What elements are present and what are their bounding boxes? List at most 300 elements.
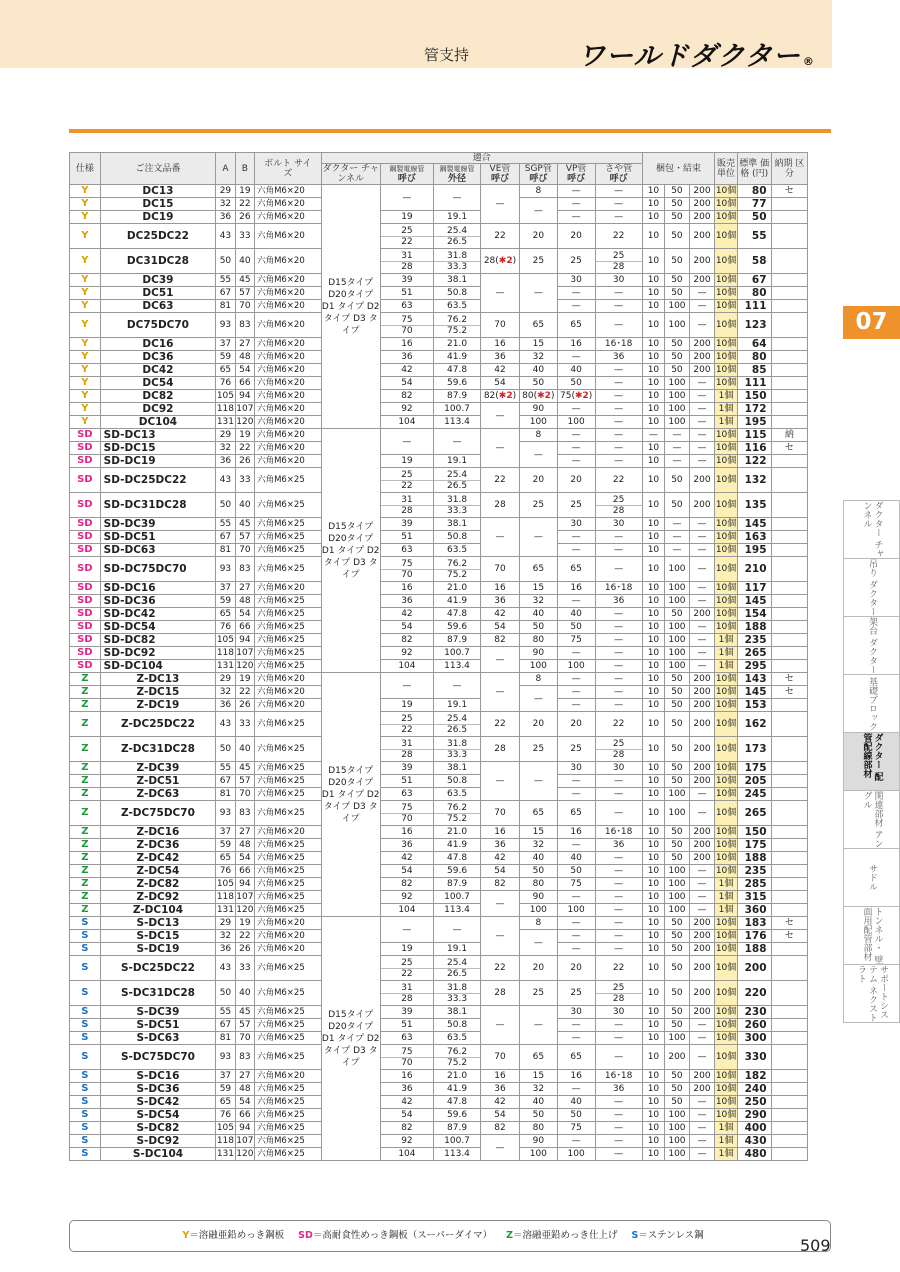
delivery-class [771, 300, 808, 313]
ve-pipe: — [481, 647, 520, 673]
bolt-size: 六角M6×25 [255, 1045, 321, 1070]
table-row[interactable] [70, 429, 832, 442]
sgp-pipe: 25 [519, 981, 557, 1006]
table-row[interactable] [70, 737, 832, 762]
bundle-qty: 50 [665, 1019, 690, 1032]
steel-od [434, 981, 481, 1006]
bolt-size: 六角M6×25 [255, 1135, 321, 1148]
table-row[interactable] [70, 801, 832, 826]
steel-od: 87.9 [434, 1122, 481, 1135]
vp-pipe: 40 [557, 608, 595, 621]
table-row[interactable] [70, 416, 832, 429]
spec-cell: Y [70, 416, 101, 429]
table-row[interactable] [70, 852, 832, 865]
steel-nominal [380, 712, 433, 737]
steel-od: 41.9 [434, 351, 481, 364]
table-row[interactable] [70, 878, 832, 891]
steel-od-part: 31.8 [434, 495, 480, 506]
saya-pipe: 30 [595, 518, 642, 531]
sales-unit: 10個 [715, 199, 737, 209]
table-row[interactable] [70, 712, 832, 737]
table-row[interactable] [70, 493, 832, 518]
bundle-qty: 50 [665, 956, 690, 981]
pack-qty: 10 [642, 1122, 664, 1135]
side-nav-label: 吊り ダクター [867, 559, 877, 616]
order-code: DC92 [100, 403, 216, 416]
bind-qty: 200 [689, 917, 715, 930]
sales-unit: 10個 [715, 622, 737, 632]
side-nav-item[interactable] [843, 558, 900, 616]
steel-od: 50.8 [434, 287, 481, 300]
bolt-size: 六角M6×25 [255, 891, 321, 904]
table-row[interactable] [70, 839, 832, 852]
dim-a: 55 [216, 1006, 235, 1019]
table-row[interactable] [70, 1096, 832, 1109]
table-row[interactable] [70, 300, 832, 313]
bind-qty: — [689, 1135, 715, 1148]
order-code: SD-DC51 [100, 531, 216, 544]
delivery-class [771, 1019, 808, 1032]
vp-pipe: — [557, 211, 595, 224]
vp-pipe: — [557, 917, 595, 930]
delivery-class [771, 455, 808, 468]
pack-qty: 10 [642, 313, 664, 338]
bundle-qty: 50 [665, 198, 690, 211]
bind-qty: — [689, 904, 715, 917]
steel-nominal-part: 28 [401, 993, 413, 1004]
steel-od: 59.6 [434, 1109, 481, 1122]
bundle-qty: 100 [665, 621, 690, 634]
standard-price: 330 [737, 1045, 771, 1070]
sales-unit: 10個 [715, 763, 737, 773]
bundle-qty: 50 [665, 686, 690, 699]
pack-qty: 10 [642, 634, 664, 647]
bundle-qty: 100 [665, 300, 690, 313]
bolt-size: 六角M6×20 [255, 377, 321, 390]
table-row[interactable] [70, 364, 832, 377]
pack-qty: 10 [642, 185, 664, 198]
dim-b: 45 [235, 762, 254, 775]
bind-qty: 200 [689, 185, 715, 198]
steel-nominal: 51 [380, 531, 433, 544]
table-row[interactable] [70, 377, 832, 390]
table-row[interactable] [70, 351, 832, 364]
dim-a: 118 [216, 1136, 235, 1146]
sgp-pipe: — [519, 518, 557, 557]
vp-pipe: — [557, 198, 595, 211]
bolt-size: 六角M6×25 [255, 595, 321, 608]
order-code: DC39 [100, 274, 216, 287]
steel-od: 19.1 [434, 699, 481, 712]
steel-od: 87.9 [434, 634, 481, 647]
table-row[interactable] [70, 403, 832, 416]
brand-name: ワールドダクター [578, 41, 801, 72]
order-code: DC36 [100, 351, 216, 364]
table-row[interactable] [70, 287, 832, 300]
table-row[interactable] [70, 788, 832, 801]
sales-unit: 10個 [715, 981, 737, 1006]
saya-pipe: 36 [595, 839, 642, 852]
side-nav-item[interactable] [843, 616, 900, 674]
sgp-pipe: 25 [519, 737, 557, 762]
dim-a: 65 [216, 364, 235, 377]
bolt-size: 六角M6×25 [255, 1032, 321, 1045]
bundle-qty: 50 [665, 1083, 690, 1096]
bolt-size: 六角M6×20 [255, 313, 321, 338]
table-row[interactable] [70, 647, 832, 660]
dim-a: 55 [216, 762, 235, 775]
table-row[interactable] [70, 762, 832, 775]
bolt-size: 六角M6×25 [255, 981, 321, 1006]
bind-qty: — [689, 442, 715, 455]
order-code: Z-DC42 [100, 852, 216, 865]
order-code: SD-DC92 [100, 647, 216, 660]
table-row[interactable] [70, 826, 832, 839]
sales-unit: 10個 [715, 1020, 737, 1030]
side-nav-item[interactable] [843, 848, 900, 906]
legend-text: ＝高耐食性めっき鋼板（スーパーダイマ） [312, 1230, 493, 1241]
steel-nominal [380, 1045, 433, 1070]
vp-pipe: — [557, 930, 595, 943]
bolt-size: 六角M6×25 [255, 621, 321, 634]
standard-price: 154 [737, 608, 771, 621]
spec-cell: Y [70, 211, 101, 224]
steel-od: — [434, 429, 481, 455]
dim-b: 19 [235, 185, 254, 198]
spec-cell: SD [70, 442, 101, 455]
table-row[interactable] [70, 1148, 832, 1161]
pack-qty: — [642, 429, 664, 442]
sgp-pipe: 20 [519, 712, 557, 737]
spec-cell: S [70, 1045, 101, 1070]
dim-a: 29 [216, 673, 235, 686]
steel-nominal: 42 [380, 1096, 433, 1109]
standard-price: 430 [737, 1135, 771, 1148]
dim-a: 29 [216, 185, 235, 198]
bind-qty: — [689, 660, 715, 673]
vp-pipe: 65 [557, 313, 595, 338]
sgp-pipe: 40 [519, 1096, 557, 1109]
table-row[interactable] [70, 455, 832, 468]
spec-cell: Z [70, 762, 101, 775]
sales-unit: 1個 [715, 1148, 737, 1161]
table-row[interactable] [70, 673, 832, 686]
order-code: Z-DC13 [100, 673, 216, 686]
table-row[interactable] [70, 1122, 832, 1135]
bundle-qty: 200 [665, 1045, 690, 1070]
steel-od: 38.1 [434, 518, 481, 531]
table-row[interactable] [70, 468, 832, 493]
steel-nominal-part: 25 [381, 958, 433, 969]
spec-cell: Y [70, 403, 101, 416]
table-row[interactable] [70, 274, 832, 287]
spec-cell: Z [70, 673, 101, 686]
vp-pipe: 75(✱2) [557, 390, 595, 403]
steel-od [434, 493, 481, 518]
dim-b: 70 [235, 1032, 254, 1045]
ve-pipe: 16 [481, 1070, 520, 1083]
spec-cell: Z [70, 878, 101, 891]
spec-cell: SD [70, 557, 101, 582]
bind-qty: — [689, 1096, 715, 1109]
order-code: SD-DC19 [100, 455, 216, 468]
header-vp-top: VP管 [565, 164, 587, 174]
saya-pipe: — [595, 801, 642, 826]
table-row[interactable] [70, 544, 832, 557]
sales-unit: 10個 [715, 1007, 737, 1017]
sales-unit: 10個 [715, 609, 737, 619]
dim-a: 76 [216, 865, 235, 878]
table-row[interactable] [70, 390, 832, 403]
bundle-qty: 100 [665, 801, 690, 826]
spec-cell: Y [70, 224, 101, 249]
sgp-pipe: 50 [519, 1109, 557, 1122]
pack-qty: 10 [642, 943, 664, 956]
order-code: SD-DC31DC28 [100, 493, 216, 518]
standard-price: 123 [737, 313, 771, 338]
saya-pipe: — [595, 699, 642, 712]
dim-b: 26 [235, 455, 254, 468]
bundle-qty: 100 [665, 647, 690, 660]
table-row[interactable] [70, 1109, 832, 1122]
table-row[interactable] [70, 660, 832, 673]
spec-cell: Z [70, 891, 101, 904]
delivery-class [771, 891, 808, 904]
table-row[interactable] [70, 956, 832, 981]
vp-pipe: 40 [557, 364, 595, 377]
delivery-class [771, 1083, 808, 1096]
order-code: Z-DC15 [100, 686, 216, 699]
ve-pipe: — [481, 429, 520, 468]
dim-a: 76 [216, 621, 235, 634]
vp-pipe: 50 [557, 621, 595, 634]
bundle-qty: 100 [665, 660, 690, 673]
table-row[interactable] [70, 531, 832, 544]
steel-nominal: 36 [380, 595, 433, 608]
steel-nominal: 39 [380, 518, 433, 531]
table-row[interactable] [70, 518, 832, 531]
steel-od [434, 249, 481, 274]
table-row[interactable] [70, 1045, 832, 1070]
sgp-pipe: 40 [519, 852, 557, 865]
sgp-pipe: 80 [519, 1122, 557, 1135]
order-code: S-DC31DC28 [100, 981, 216, 1006]
sales-unit: 10個 [715, 1097, 737, 1107]
table-row[interactable] [70, 185, 832, 198]
sales-unit: 1個 [715, 1122, 737, 1135]
side-nav-item[interactable] [843, 674, 900, 732]
bolt-size: 六角M6×20 [255, 351, 321, 364]
vp-pipe: 100 [557, 904, 595, 917]
sales-unit: 10個 [715, 456, 737, 466]
delivery-class [771, 377, 808, 390]
delivery-class [771, 493, 808, 518]
steel-od-part: 75.2 [447, 813, 468, 824]
ve-pipe: — [481, 891, 520, 917]
table-row[interactable] [70, 1083, 832, 1096]
bundle-qty: 50 [665, 673, 690, 686]
table-row[interactable] [70, 582, 832, 595]
header-ve [481, 164, 520, 185]
vp-pipe: — [557, 1083, 595, 1096]
table-row[interactable] [70, 1135, 832, 1148]
pack-qty: 10 [642, 956, 664, 981]
saya-pipe: 22 [595, 224, 642, 249]
sales-unit: 10個 [715, 789, 737, 799]
bolt-size: 六角M6×25 [255, 865, 321, 878]
steel-nominal: 63 [380, 300, 433, 313]
bundle-qty: 50 [665, 338, 690, 351]
table-row[interactable] [70, 917, 832, 930]
saya-pipe: — [595, 300, 642, 313]
table-row[interactable] [70, 1019, 832, 1032]
dim-a: 50 [216, 249, 235, 274]
dim-b: 120 [236, 1149, 254, 1159]
table-row[interactable] [70, 608, 832, 621]
delivery-class [771, 1122, 808, 1135]
dim-b: 54 [235, 364, 254, 377]
sgp-pipe: 40 [519, 608, 557, 621]
dim-a: 131 [216, 417, 235, 427]
side-nav-item[interactable] [843, 790, 900, 848]
sgp-pipe: 8 [519, 673, 557, 686]
order-code: DC51 [100, 287, 216, 300]
side-nav-item[interactable] [843, 732, 900, 790]
steel-od-part: 26.5 [447, 968, 468, 979]
vp-pipe: — [557, 699, 595, 712]
bind-qty: 200 [689, 198, 715, 211]
delivery-class [771, 699, 808, 712]
dim-a: 67 [216, 531, 235, 544]
ve-pipe: 22 [481, 712, 520, 737]
saya-pipe: — [595, 1122, 642, 1135]
bundle-qty: 100 [665, 1122, 690, 1135]
saya-pipe: — [595, 403, 642, 416]
side-nav-label: ダクター 配管配線部材 [861, 733, 883, 782]
dim-b: 54 [235, 1096, 254, 1109]
table-row[interactable] [70, 1032, 832, 1045]
bind-qty: — [689, 377, 715, 390]
spec-cell: SD [70, 493, 101, 518]
order-code: Z-DC16 [100, 826, 216, 839]
bolt-size: 六角M6×25 [255, 608, 321, 621]
table-row[interactable] [70, 904, 832, 917]
steel-nominal: 19 [380, 455, 433, 468]
table-row[interactable] [70, 699, 832, 712]
standard-price: 400 [737, 1122, 771, 1135]
table-row[interactable] [70, 249, 832, 274]
order-code: SD-DC63 [100, 544, 216, 557]
sales-unit: 10個 [715, 801, 737, 826]
pack-qty: 10 [642, 775, 664, 788]
table-row[interactable] [70, 1070, 832, 1083]
saya-pipe: — [595, 390, 642, 403]
steel-od: 21.0 [434, 1070, 481, 1083]
steel-od: 41.9 [434, 839, 481, 852]
header-steel-od [434, 164, 481, 185]
table-row[interactable] [70, 634, 832, 647]
steel-od-part: 76.2 [434, 803, 480, 814]
table-row[interactable] [70, 775, 832, 788]
sales-unit: 1個 [715, 878, 737, 891]
steel-od-part: 76.2 [434, 559, 480, 570]
standard-price: 176 [737, 930, 771, 943]
saya-pipe: — [595, 917, 642, 930]
order-code: DC16 [100, 338, 216, 351]
saya-pipe: — [595, 865, 642, 878]
table-row[interactable] [70, 557, 832, 582]
table-row[interactable] [70, 211, 832, 224]
order-code: SD-DC13 [100, 429, 216, 442]
standard-price: 150 [737, 390, 771, 403]
registered-mark: ® [802, 55, 815, 68]
bind-qty: 200 [689, 839, 715, 852]
table-row[interactable] [70, 865, 832, 878]
table-row[interactable] [70, 621, 832, 634]
spec-cell: Y [70, 198, 101, 211]
dim-b: 48 [235, 595, 254, 608]
sgp-pipe: 80 [519, 634, 557, 647]
order-code: SD-DC42 [100, 608, 216, 621]
side-nav-item[interactable] [843, 964, 900, 1023]
header-vp [557, 164, 595, 185]
order-code: S-DC51 [100, 1019, 216, 1032]
ve-pipe: — [481, 917, 520, 956]
steel-nominal: — [380, 185, 433, 211]
table-row[interactable] [70, 338, 832, 351]
sales-unit: 10個 [715, 918, 737, 928]
bind-qty: 200 [689, 249, 715, 274]
table-row[interactable] [70, 224, 832, 249]
table-row[interactable] [70, 981, 832, 1006]
bolt-size: 六角M6×25 [255, 1019, 321, 1032]
dim-b: 70 [235, 544, 254, 557]
steel-nominal: 16 [380, 338, 433, 351]
steel-nominal: 19 [380, 943, 433, 956]
bolt-size: 六角M6×20 [255, 943, 321, 956]
delivery-class [771, 608, 808, 621]
side-nav-item[interactable] [843, 906, 900, 964]
order-code: S-DC39 [100, 1006, 216, 1019]
delivery-class: セ [771, 686, 808, 699]
pack-qty: 10 [642, 1148, 664, 1161]
side-nav-item[interactable] [843, 500, 900, 558]
steel-od-part: 26.5 [447, 236, 468, 247]
chapter-tab[interactable]: 07 [843, 306, 900, 339]
table-row[interactable] [70, 313, 832, 338]
dim-a: 105 [216, 635, 235, 645]
steel-nominal-part: 70 [401, 1057, 413, 1068]
vp-pipe: — [557, 429, 595, 442]
table-row[interactable] [70, 1006, 832, 1019]
table-row[interactable] [70, 943, 832, 956]
standard-price: 182 [737, 1070, 771, 1083]
order-code: Z-DC36 [100, 839, 216, 852]
vp-pipe: — [557, 1032, 595, 1045]
ve-pipe: 54 [481, 621, 520, 634]
pack-qty: 10 [642, 699, 664, 712]
pack-qty: 10 [642, 647, 664, 660]
table-row[interactable] [70, 891, 832, 904]
table-row[interactable] [70, 595, 832, 608]
standard-price: 188 [737, 621, 771, 634]
sgp-pipe: 8 [519, 185, 557, 198]
bind-qty: — [689, 582, 715, 595]
steel-nominal: 36 [380, 351, 433, 364]
sales-unit: 10個 [715, 301, 737, 311]
bolt-size: 六角M6×20 [255, 673, 321, 686]
sales-unit: 10個 [715, 378, 737, 388]
